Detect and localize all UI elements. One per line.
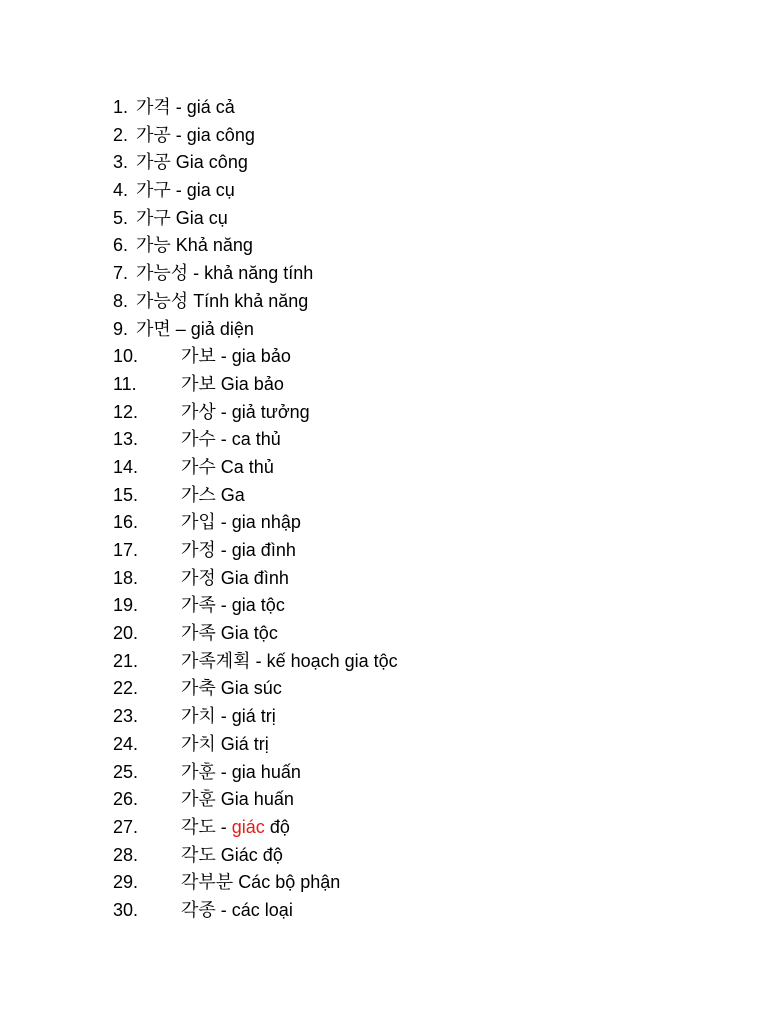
korean-word: 각부분 [181,872,234,894]
separator: - [215,706,232,727]
vietnamese-meaning: độ [264,816,290,837]
korean-word: 가공 [136,124,171,146]
separator: - [215,346,232,367]
vietnamese-meaning: Gia công [175,152,248,173]
korean-word: 가입 [181,512,216,534]
korean-word: 가구 [136,180,171,202]
korean-word: 가족계획 [181,650,251,672]
vocabulary-list [113,94,398,925]
entry-number: 7. [113,263,129,284]
vocab-entry [113,177,398,205]
vocab-entry [113,869,398,897]
entry-number: 3. [113,152,129,173]
vocab-entry [113,122,398,150]
separator: - [215,401,232,422]
vocab-entry [113,675,398,703]
vocab-entry [113,232,398,260]
vocab-entry [113,316,398,344]
vocab-entry [113,205,398,233]
korean-word: 가보 [181,346,216,368]
korean-word: 가면 [136,318,171,340]
vietnamese-meaning: gia công [186,124,255,145]
entry-number: 8. [113,290,129,311]
vietnamese-meaning: Gia đình [220,567,289,588]
separator: - [215,899,232,920]
korean-word: 가능성 [136,263,189,285]
vietnamese-highlight: giác [231,816,265,837]
vietnamese-meaning: giả diện [190,318,254,339]
vietnamese-meaning: Giác độ [220,844,283,865]
vietnamese-meaning: Khả năng [175,235,253,256]
korean-word: 가격 [136,97,171,118]
entry-number: 14. [113,456,139,477]
vietnamese-meaning: Giá trị [220,733,269,754]
entry-number: 1. [113,97,129,117]
vocab-entry [113,537,398,565]
vietnamese-meaning: gia nhập [231,512,301,533]
vocab-entry [113,786,398,814]
vocab-entry [113,509,398,537]
entry-number: 10. [113,346,139,367]
vocab-entry [113,731,398,759]
vietnamese-meaning: Ga [220,484,245,505]
korean-word: 가족 [181,595,216,617]
vietnamese-meaning: giá cả [186,97,235,117]
vocab-entry [113,565,398,593]
separator: - [170,97,187,117]
korean-word: 가보 [181,373,216,395]
entry-number: 17. [113,540,139,560]
entry-number: 29. [113,872,139,893]
vietnamese-meaning: ca thủ [231,429,281,450]
entry-number: 30. [113,899,139,920]
korean-word: 가공 [136,152,171,174]
separator: - [188,263,205,284]
vietnamese-meaning: Gia súc [220,678,282,699]
vocab-entry [113,94,398,122]
vocab-entry [113,454,398,482]
entry-number: 23. [113,706,139,727]
vocab-entry [113,426,398,454]
korean-word: 가정 [181,540,216,561]
separator: - [215,761,232,782]
korean-word: 가축 [181,678,216,700]
vietnamese-meaning: gia đình [231,540,296,560]
vietnamese-meaning: Gia cụ [175,207,228,228]
separator: – [170,318,191,339]
vietnamese-meaning: gia cụ [186,180,235,201]
separator: - [215,512,232,533]
vietnamese-meaning: gia bảo [231,346,291,367]
vocab-entry [113,260,398,288]
vietnamese-meaning: khả năng tính [204,263,314,284]
separator: - [215,429,232,450]
entry-number: 9. [113,318,129,339]
entry-number: 11. [113,373,137,394]
vocab-entry [113,149,398,177]
separator: - [170,180,187,201]
vocab-entry [113,814,398,842]
korean-word: 가능 [136,235,171,257]
vocab-entry [113,343,398,371]
vietnamese-meaning: Gia tộc [220,623,278,644]
vietnamese-meaning: giả tưởng [231,401,310,422]
vietnamese-meaning: Các bộ phận [238,872,341,893]
entry-number: 19. [113,595,139,616]
vietnamese-meaning: Gia huấn [220,789,294,810]
vietnamese-meaning: Gia bảo [220,373,284,394]
entry-number: 5. [113,207,129,228]
korean-word: 가구 [136,207,171,229]
entry-number: 21. [113,650,139,671]
entry-number: 26. [113,789,139,810]
vocab-entry [113,482,398,510]
korean-word: 각종 [181,899,216,921]
separator: - [215,595,232,616]
separator: - [215,540,232,560]
korean-word: 가정 [181,567,216,589]
vietnamese-meaning: Ca thủ [220,456,274,477]
korean-word: 가치 [181,733,216,755]
korean-word: 가족 [181,623,216,645]
separator: - [170,124,187,145]
vocab-entry [113,288,398,316]
korean-word: 가훈 [181,789,216,811]
entry-number: 28. [113,844,139,865]
entry-number: 2. [113,124,129,145]
korean-word: 각도 [181,816,216,838]
vocab-entry [113,620,398,648]
vocab-entry [113,648,398,676]
vietnamese-meaning: kế hoạch gia tộc [266,650,398,671]
vocab-entry [113,703,398,731]
vocab-entry [113,592,398,620]
entry-number: 20. [113,623,139,644]
vocab-entry [113,759,398,787]
vocab-entry [113,842,398,870]
separator: - [250,650,267,671]
entry-number: 27. [113,816,139,837]
korean-word: 가상 [181,401,216,423]
entry-number: 18. [113,567,139,588]
entry-number: 22. [113,678,139,699]
vietnamese-meaning: giá trị [231,706,276,727]
entry-number: 4. [113,180,129,201]
entry-number: 15. [113,484,139,505]
entry-number: 16. [113,512,139,533]
vietnamese-meaning: gia huấn [231,761,301,782]
vietnamese-meaning: gia tộc [231,595,285,616]
korean-word: 가능성 [136,290,189,312]
vietnamese-meaning: các loại [231,899,293,920]
separator: - [215,816,232,837]
korean-word: 가수 [181,429,216,451]
entry-number: 25. [113,761,139,782]
korean-word: 가치 [181,706,216,728]
entry-number: 13. [113,429,139,450]
vocab-entry [113,399,398,427]
vietnamese-meaning: Tính khả năng [193,290,309,311]
korean-word: 가스 [181,484,216,506]
entry-number: 24. [113,733,139,754]
korean-word: 가수 [181,456,216,478]
entry-number: 12. [113,401,139,422]
korean-word: 각도 [181,844,216,866]
vocab-entry [113,897,398,925]
korean-word: 가훈 [181,761,216,783]
vocab-entry [113,371,398,399]
entry-number: 6. [113,235,129,256]
